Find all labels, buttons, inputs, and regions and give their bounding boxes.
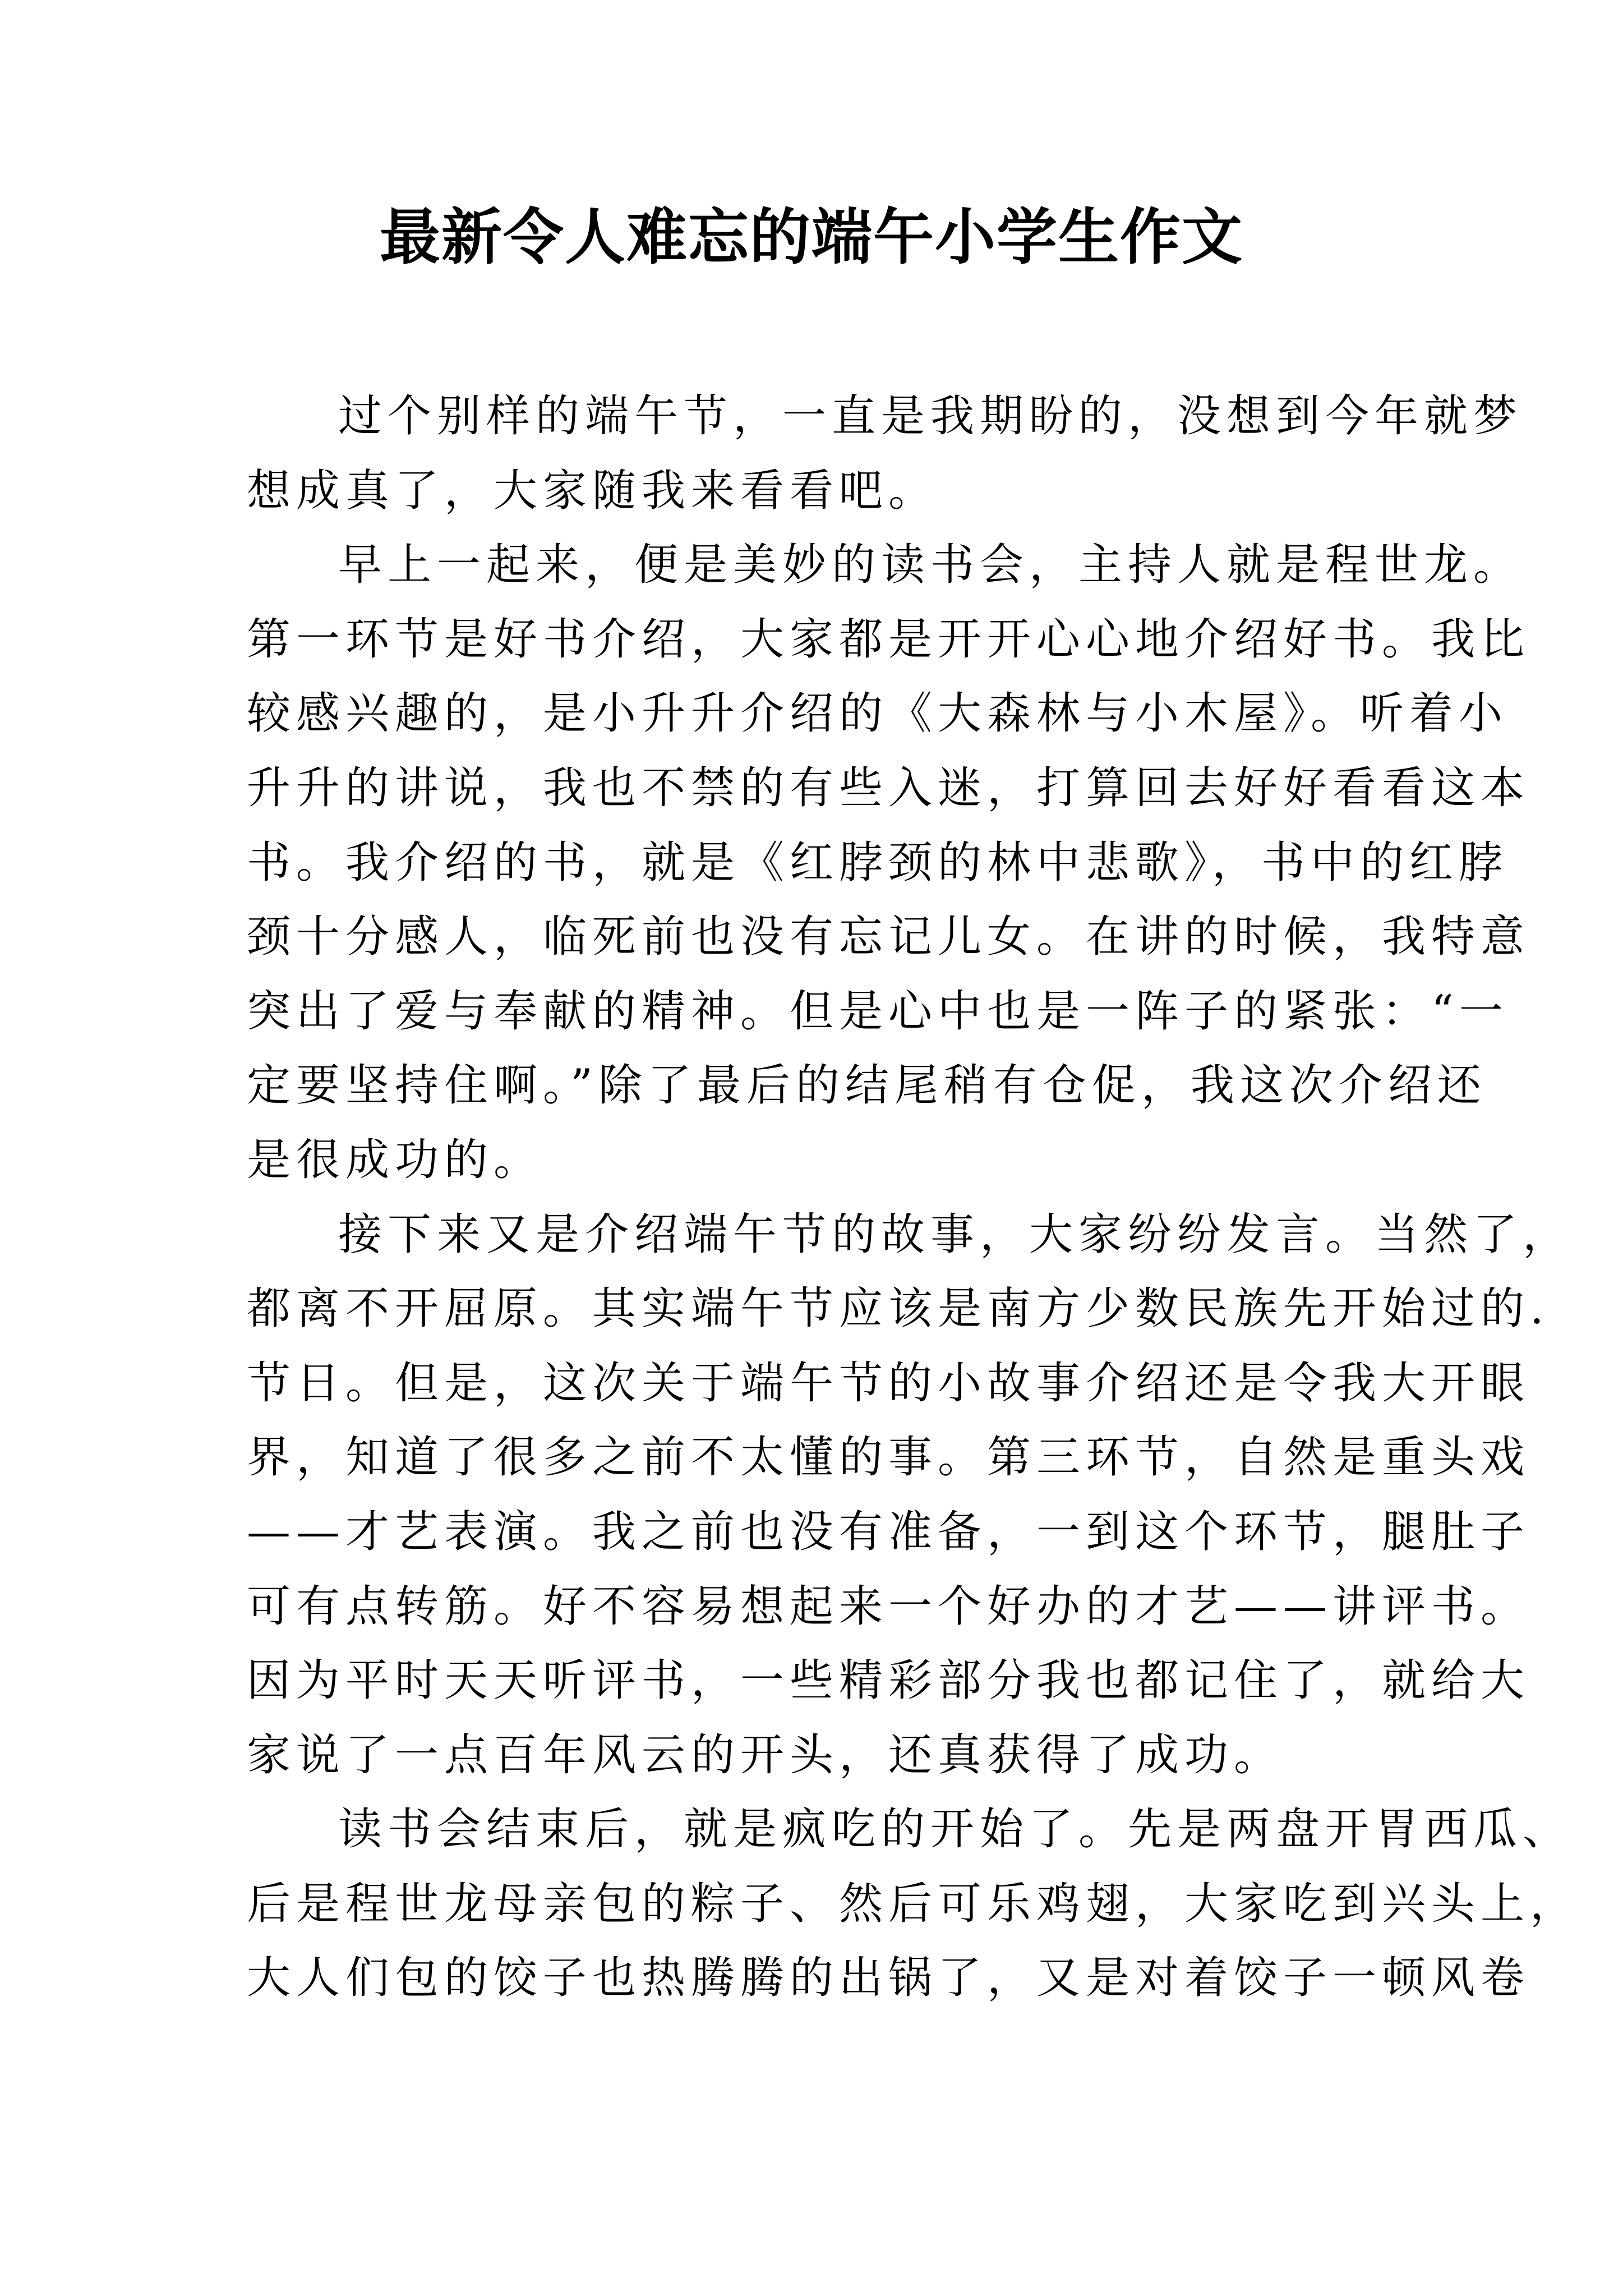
text-line: 界，知道了很多之前不太懂的事。第三环节，自然是重头戏 xyxy=(247,1432,1530,1483)
text-line: 大人们包的饺子也热腾腾的出锅了，又是对着饺子一顿风卷 xyxy=(247,1953,1530,2004)
paragraph-4 xyxy=(247,1792,1580,2016)
text-line: 颈十分感人，临死前也没有忘记儿女。在讲的时候，我特意 xyxy=(247,912,1530,963)
text-line: 定要坚持住啊。”除了最后的结尾稍有仓促，我这次介绍还 xyxy=(247,1060,1487,1111)
text-line: 升升的讲说，我也不禁的有些入迷，打算回去好好看看这本 xyxy=(247,762,1530,813)
document-title: 最新令人难忘的端午小学生作文 xyxy=(379,202,1243,273)
text-line: 可有点转筋。好不容易想起来一个好办的才艺——讲评书。 xyxy=(247,1581,1530,1632)
text-line: ——才艺表演。我之前也没有准备，一到这个环节，腿肚子 xyxy=(247,1506,1530,1557)
text-line: 接下来又是介绍端午节的故事，大家纷纷发言。当然了， xyxy=(338,1209,1573,1260)
text-line: 读书会结束后，就是疯吃的开始了。先是两盘开胃西瓜、 xyxy=(338,1804,1573,1855)
document-body xyxy=(247,379,1580,2016)
paragraph-1 xyxy=(247,379,1523,528)
text-line: 是很成功的。 xyxy=(247,1134,543,1185)
text-line: 想成真了，大家随我来看看吧。 xyxy=(247,465,938,516)
paragraph-2 xyxy=(247,528,1530,1197)
text-line: 都离不开屈原。其实端午节应该是南方少数民族先开始过的. xyxy=(247,1283,1550,1335)
text-line: 突出了爱与奉献的精神。但是心中也是一阵子的紧张：“一 xyxy=(247,986,1509,1037)
text-line: 节日。但是，这次关于端午节的小故事介绍还是令我大开眼 xyxy=(247,1358,1530,1409)
text-line: 第一环节是好书介绍，大家都是开开心心地介绍好书。我比 xyxy=(247,614,1530,665)
text-line: 家说了一点百年风云的开头，还真获得了成功。 xyxy=(247,1729,1284,1780)
text-line: 后是程世龙母亲包的粽子、然后可乐鸡翅，大家吃到兴头上， xyxy=(247,1878,1580,1929)
text-line: 过个别样的端午节，一直是我期盼的，没想到今年就梦 xyxy=(338,391,1523,441)
text-line: 较感兴趣的，是小升升介绍的《大森林与小木屋》。听着小 xyxy=(247,688,1509,739)
text-line: 早上一起来，便是美妙的读书会，主持人就是程世龙。 xyxy=(338,540,1523,591)
text-line: 因为平时天天听评书，一些精彩部分我也都记住了，就给大 xyxy=(247,1655,1530,1706)
paragraph-3 xyxy=(247,1198,1573,1793)
text-line: 书。我介绍的书，就是《红脖颈的林中悲歌》，书中的红脖 xyxy=(247,837,1509,888)
